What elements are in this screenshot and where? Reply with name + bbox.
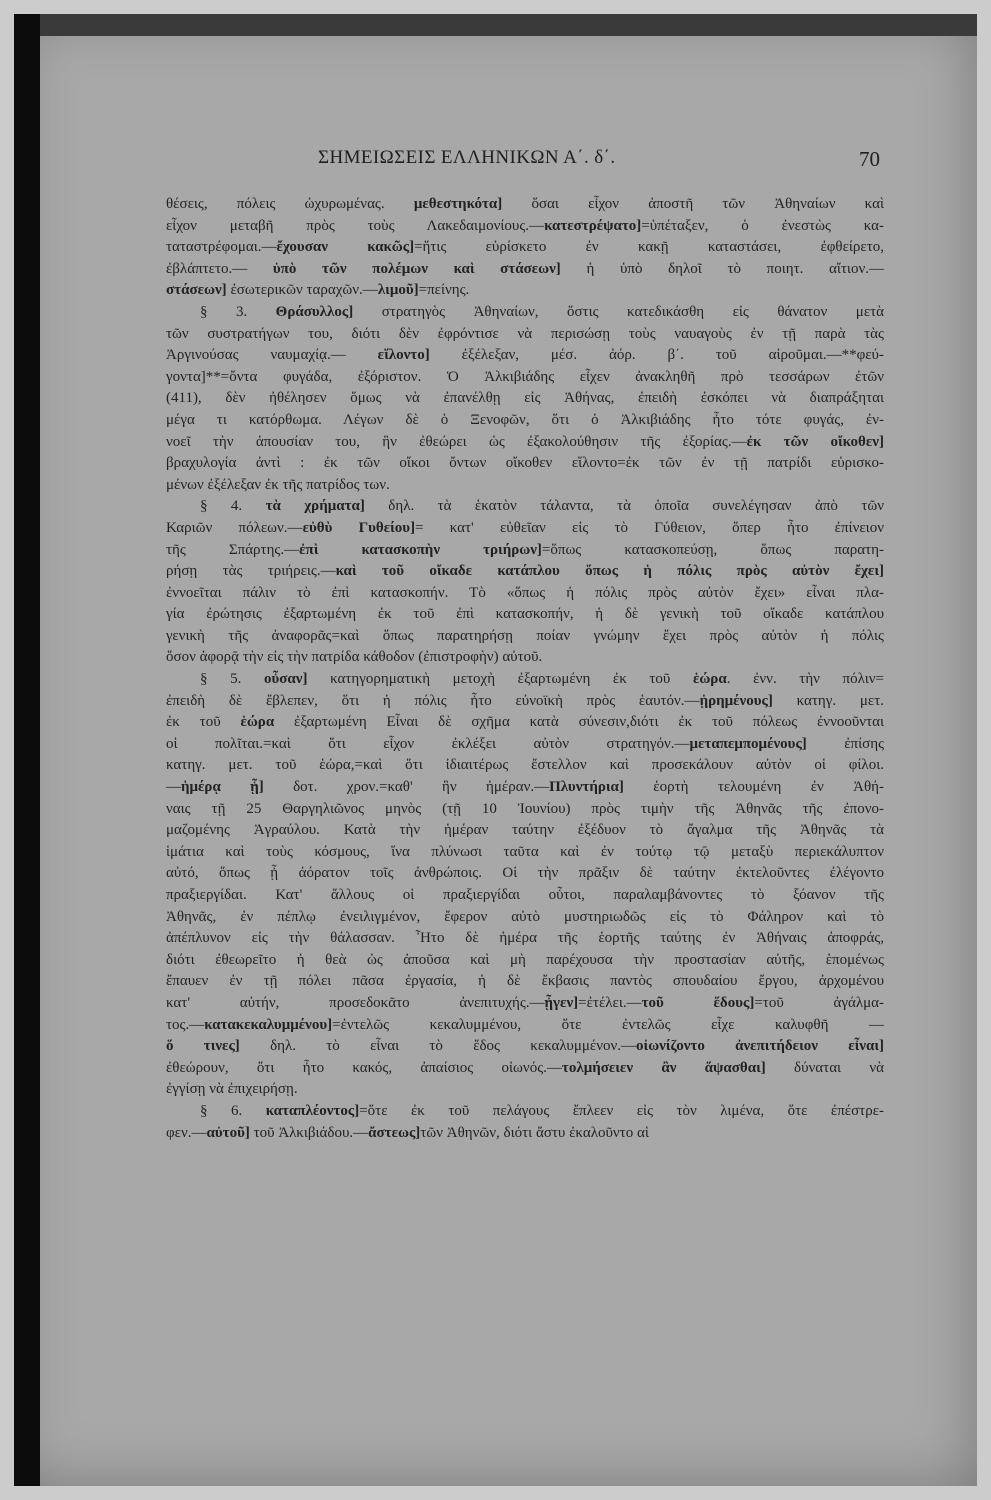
- text-line: φεν.—αὐτοῦ] τοῦ Ἀλκιβιάδου.—ἄστεως]τῶν Ἀθηνῶν, διότι ἄστυ ἐκαλοῦντο αἱ: [166, 1124, 649, 1141]
- text-line: μέγα τι κατόρθωμα. Λέγων δὲ ὁ Ξενοφῶν, ὅτι ὁ Ἀλκιβιάδης ἦτο τότε φυγάς, ἐν-: [166, 411, 884, 428]
- text-line: στάσεων] ἐσωτερικῶν ταραχῶν.—λιμοῦ]=πείνης.: [166, 282, 470, 299]
- text-line: ἐβλάπτετο.— ὑπὸ τῶν πολέμων καὶ στάσεων] ἡ ὑπὸ δηλοῖ τὸ ποιητ. αἴτιον.—: [166, 260, 884, 277]
- page-number: 70: [859, 147, 880, 171]
- text-line: § 4. τὰ χρήματα] δηλ. τὰ ἑκατὸν τάλαντα, τὰ ὁποῖα συνελέγησαν ἀπὸ τῶν: [200, 498, 885, 515]
- text-line: εἶχον μεταβῆ πρὸς τοὺς Λακεδαιμονίους.—κατεστρέψατο]=ὑπέταξεν, ὁ ἐνεστὼς κα-: [166, 217, 884, 234]
- text-line: ἐννοεῖται πάλιν τὸ ἐπὶ κατασκοπήν. Τὸ «ὅπως ἡ πόλις πρὸς αὐτὸν ἔχει» εἶναι πλα-: [166, 584, 884, 601]
- text-line: κατ' αὐτήν, προσεδοκᾶτο ἀνεπιτυχής.—ᾖγεν]=ἐτέλει.—τοῦ ἕδους]=τοῦ ἀγάλμα-: [166, 994, 884, 1011]
- text-line: (411), δὲν ἠθέλησεν ὅμως νὰ ἐπανέλθῃ εἰς Ἀθήνας, ἐπειδὴ ἐσκόπει νὰ διαπράξηται: [166, 390, 884, 407]
- text-line: ἀπέπλυνον εἰς τὴν θάλασσαν. Ἦτο δὲ ἡμέρα τῆς ἑορτῆς ταύτης ἐν Ἀθήναις ἀποφράς,: [166, 930, 884, 947]
- text-line: κατηγ. μετ. τοῦ ἑώρα,=καὶ ὅτι ἰδιαιτέρως ἔστελλον καὶ προσεκάλουν αὐτὸν οἱ φίλοι.: [166, 757, 884, 774]
- text-line: ὅ τινες] δηλ. τὸ εἶναι τὸ ἕδος κεκαλυμμένον.—οἰωνίζοντο ἀνεπιτήδειον εἶναι]: [166, 1038, 884, 1055]
- text-line: ἐγγίσῃ νὰ ἐπιχειρήσῃ.: [166, 1081, 298, 1098]
- text-line: μένων ἐξέλεξαν ἐκ τῆς πατρίδος των.: [166, 476, 390, 493]
- running-head: ΣΗΜΕΙΩΣΕΙΣ ΕΛΛΗΝΙΚΩΝ Α΄. δ΄.: [318, 147, 616, 168]
- text-line: Ἀθηνᾶς, ἐν πέπλῳ ἐνειλιγμένον, ἔφερον αὐτὸ μυστηριωδῶς εἰς τὸ Φάληρον καὶ τὸ: [166, 908, 884, 925]
- commentary-text: [166, 194, 884, 1144]
- text-line: ἔπαυεν ἐν τῇ πόλει πᾶσα ἐργασία, ἡ δὲ ἔκβασις παντὸς σπουδαίου ἔργου, ἀρχομένου: [166, 973, 884, 990]
- text-line: διότι ἐθεωρεῖτο ἡ θεὰ ὡς ἀποῦσα καὶ μὴ παρέχουσα τὴν προστασίαν αὐτῆς, ἑπομένως: [166, 951, 884, 968]
- text-line: τῶν συστρατήγων του, διότι δὲν ἐφρόντισε νὰ περισώσῃ τοὺς ναυαγοὺς ἐν τῇ παρὰ τὰς: [166, 325, 884, 342]
- text-line: Καριῶν πόλεων.—εὐθὺ Γυθείου]= κατ' εὐθεῖαν εἰς τὸ Γύθειον, ὅπερ ἦτο ἐπίνειον: [166, 519, 884, 536]
- text-line: ἐκ τοῦ ἑώρα ἐξαρτωμένη Εἶναι δὲ σχῆμα κατὰ σύνεσιν,διότι ἐκ τοῦ πόλεως ἐννοοῦνται: [166, 714, 885, 731]
- text-line: ταταστρέφομαι.—ἔχουσαν κακῶς]=ἥτις εὑρίσκετο ἐν κακῇ καταστάσει, ἐφθείρετο,: [166, 239, 884, 256]
- text-line: μαζομένης Ἀγραύλου. Κατὰ τὴν ἡμέραν ταύτην ἐξέδυον τὸ ἄγαλμα τῆς Ἀθηνᾶς τὰ: [166, 822, 884, 839]
- text-line: Ἀργινούσας ναυμαχίᾳ.— εἵλοντο] ἐξέλεξαν, μέσ. ἀόρ. β΄. τοῦ αἱροῦμαι.—**φεύ-: [166, 347, 884, 364]
- text-line: ἱμάτια καὶ τοὺς κόσμους, ἵνα πλύνωσι ταῦτα καὶ ἐν τούτῳ τῷ μεταξὺ περιεκάλυπτον: [166, 843, 884, 860]
- text-line: οἱ πολῖται.=καὶ ὅτι εἶχον ἐκλέξει αὐτὸν στρατηγόν.—μεταπεμπομένους] ἐπίσης: [166, 735, 885, 752]
- text-line: γοντα]**=ὄντα φυγάδα, ἐξόριστον. Ὁ Ἀλκιβιάδης εἶχεν ἀνακληθῆ πρὸ τεσσάρων ἐτῶν: [166, 368, 884, 385]
- text-line: τῆς Σπάρτης.—ἐπὶ κατασκοπὴν τριήρων]=ὅπως κατασκοπεύσῃ, ὅπως παρατη-: [166, 541, 884, 558]
- text-line: γία ἐρώτησις ἐξαρτωμένη ἐκ τοῦ ἐπὶ κατασκοπήν, ἡ δὲ γενικὴ τοῦ οἴκαδε κατάπλου: [166, 606, 884, 623]
- text-line: § 6. καταπλέοντος]=ὅτε ἐκ τοῦ πελάγους ἔπλεεν εἰς τὸν λιμένα, ὅτε ἐπέστρε-: [200, 1102, 884, 1119]
- text-line: τος.—κατακεκαλυμμένου]=ἐντελῶς κεκαλυμμένου, ὅτε ἐντελῶς εἶχε καλυφθῆ —: [166, 1016, 884, 1033]
- text-line: αὐτό, ὅπως ᾖ ἀόρατον τοῖς ἀνθρώποις. Οἱ τὴν πρᾶξιν δὲ ταύτην ἐκτελοῦντες ἐλέγοντο: [166, 865, 884, 882]
- text-line: νοεῖ τὴν ἀπουσίαν του, ἣν ἐθεώρει ὡς ἐξακολούθησιν τῆς ἐξορίας.—ἐκ τῶν οἴκοθεν]: [166, 433, 884, 450]
- text-line: —ἡμέρᾳ ᾗ] δοτ. χρον.=καθ' ἣν ἡμέραν.—Πλυντήρια] ἑορτὴ τελουμένη ἐν Ἀθή-: [166, 779, 885, 796]
- text-line: γενικὴ τῆς ἀναφορᾶς=καὶ ὅπως παρατηρήσῃ ποίαν γνώμην ἔχει πρὸς αὐτὸν ἡ πόλις: [166, 627, 884, 644]
- text-line: θέσεις, πόλεις ὠχυρωμένας. μεθεστηκότα] ὅσαι εἶχον ἀποστῆ τῶν Ἀθηναίων καὶ: [166, 196, 885, 212]
- text-line: § 3. Θράσυλλος] στρατηγὸς Ἀθηναίων, ὅστις κατεδικάσθη εἰς θάνατον μετὰ: [200, 303, 885, 320]
- text-line: ἐπειδὴ δὲ ἔβλεπεν, ὅτι ἡ πόλις ἦτο εὐνοϊκὴ πρὸς ἑαυτόν.—ᾑρημένους] κατηγ. μετ.: [166, 692, 884, 709]
- text-line: ὅσον ἀφορᾷ τὴν εἰς τὴν πατρίδα κάθοδον (ἐπιστροφὴν) αὐτοῦ.: [166, 649, 543, 666]
- text-line: § 5. οὖσαν] κατηγορηματικὴ μετοχὴ ἐξαρτωμένη ἐκ τοῦ ἑώρα. ἐνν. τὴν πόλιν=: [200, 671, 884, 688]
- text-line: ἐθεώρουν, ὅτι ἦτο κακός, ἀπαίσιος οἰωνός.—τολμήσειεν ἂν ἅψασθαι] δύναται νὰ: [166, 1059, 885, 1076]
- text-line: ρήσῃ τὰς τριήρεις.—καὶ τοῦ οἴκαδε κατάπλου ὅπως ἡ πόλις πρὸς αὐτὸν ἔχει]: [166, 563, 884, 580]
- text-line: πραξιεργίδαι. Κατ' ἄλλους οἱ πραξιεργίδαι οὗτοι, παραλαμβάνοντες τὸ ξόανον τῆς: [166, 887, 884, 903]
- text-line: βραχυλογία ἀντὶ : ἐκ τῶν οἴκοι ὄντων οἴκοθεν εἵλοντο=ἐκ τῶν ἐν τῇ πατρίδι εὑρισκο-: [166, 455, 884, 472]
- page-header: [166, 147, 880, 177]
- text-line: ναις τῇ 25 Θαργηλιῶνος μηνὸς (τῇ 10 Ἰουνίου) πρὸς τιμὴν τῆς Ἀθηνᾶς τῆς ἐπονο-: [166, 800, 884, 817]
